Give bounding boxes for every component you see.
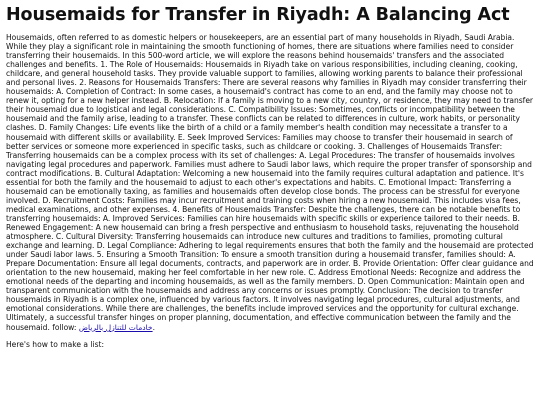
list-intro: Here's how to make a list: <box>6 339 105 349</box>
follow-link[interactable]: خادمات للتنازل بالرياض <box>78 322 153 332</box>
link-trailing-period: . <box>152 322 155 332</box>
article-title: Housemaids for Transfer in Riyadh: A Balancing Act <box>6 5 510 25</box>
article-body-text: Housemaids, often referred to as domestic helpers or housekeepers, are an essential part of many households in Riyadh, Saudi Arabia. While they play a significant role in maintaining the smooth functioning of homes, there are situations where families need to consider transferring their housemaids. In this 500-word article, we will explore the reasons behind housemaids' transfers and the associated challenges and benefits. 1. The Role of Housemaids: Housemaids in Riyadh take on various responsibilities, including cleaning, cooking, childcare, and general household tasks. They provide valuable support to families, allowing working parents to balance their professional and personal lives. 2. Reasons for Housemaids Transfers: There are several reasons why families in Riyadh may consider transferring their housemaids: A. Completion of Contract: In some cases, a housemaid's contract has come to an end, and the family may choose not to renew it, opting for a new helper instead. B. Relocation: If a family is moving to a new city, country, or residence, they may need to transfer their housemaid due to logistical and legal considerations. C. Compatibility Issues: Sometimes, conflicts or incompatibility between the housemaid and the family arise, leading to a transfer. These conflicts can be related to differences in culture, work habits, or personality clashes. D. Family Changes: Life events like the birth of a child or a family member's health condition may necessitate a transfer to a housemaid with different skills or availability. E. Seek Improved Services: Families may choose to transfer their housemaid in search of better services or someone more experienced in specific tasks, such as childcare or cooking. 3. Challenges of Housemaids Transfer: Transferring housemaids can be a complex process with its set of challenges: A. Legal Procedures: The transfer of housemaids involves navigating legal procedures and paperwork. Families must adhere to Saudi labor laws, which require the proper transfer of sponsorship and contract modifications. B. Cultural Adaptation: Welcoming a new housemaid into the family requires cultural adaptation and patience. It's essential for both the family and the housemaid to adjust to each other's expectations and habits. C. Emotional Impact: Transferring a housemaid can be emotionally taxing, as families and housemaids often develop close bonds. The process can be stressful for everyone involved. D. Recruitment Costs: Families may incur recruitment and training costs when hiring a new housemaid. This includes visa fees, medical examinations, and other expenses. 4. Benefits of Housemaids Transfer: Despite the challenges, there can be notable benefits to transferring housemaids: A. Improved Services: Families can hire housemaids with specific skills or experience tailored to their needs. B. Renewed Engagement: A new housemaid can bring a fresh perspective and enthusiasm to household tasks, rejuvenating the household atmosphere. C. Cultural Diversity: Transferring housemaids can introduce new cultures and traditions to families, promoting cultural exchange and learning. D. Legal Compliance: Adhering to legal requirements ensures that both the family and the housemaid are protected under Saudi labor laws. 5. Ensuring a Smooth Transition: To ensure a smooth transition during a housemaid transfer, families should: A. Prepare Documentation: Ensure all legal documents, contracts, and paperwork are in order. B. Provide Orientation: Offer clear guidance and orientation to the new housemaid, making her feel comfortable in her new role. C. Address Emotional Needs: Recognize and address the emotional needs of the departing and incoming housemaids, as well as the family members. D. Open Communication: Maintain open and transparent communication with the housemaids and address any concerns or issues promptly. Conclusion: The decision to transfer housemaids in Riyadh is a complex one, influenced by various factors. It involves navigating legal procedures, cultural adjustments, and emotional considerations. While there are challenges, the benefits include improved services and the opportunity for cultural exchange. Ultimately, a successful transfer hinges on proper planning, documentation, and effective communication between the family and the housemaid. follow: <box>6 33 534 332</box>
article-body <box>6 33 534 332</box>
